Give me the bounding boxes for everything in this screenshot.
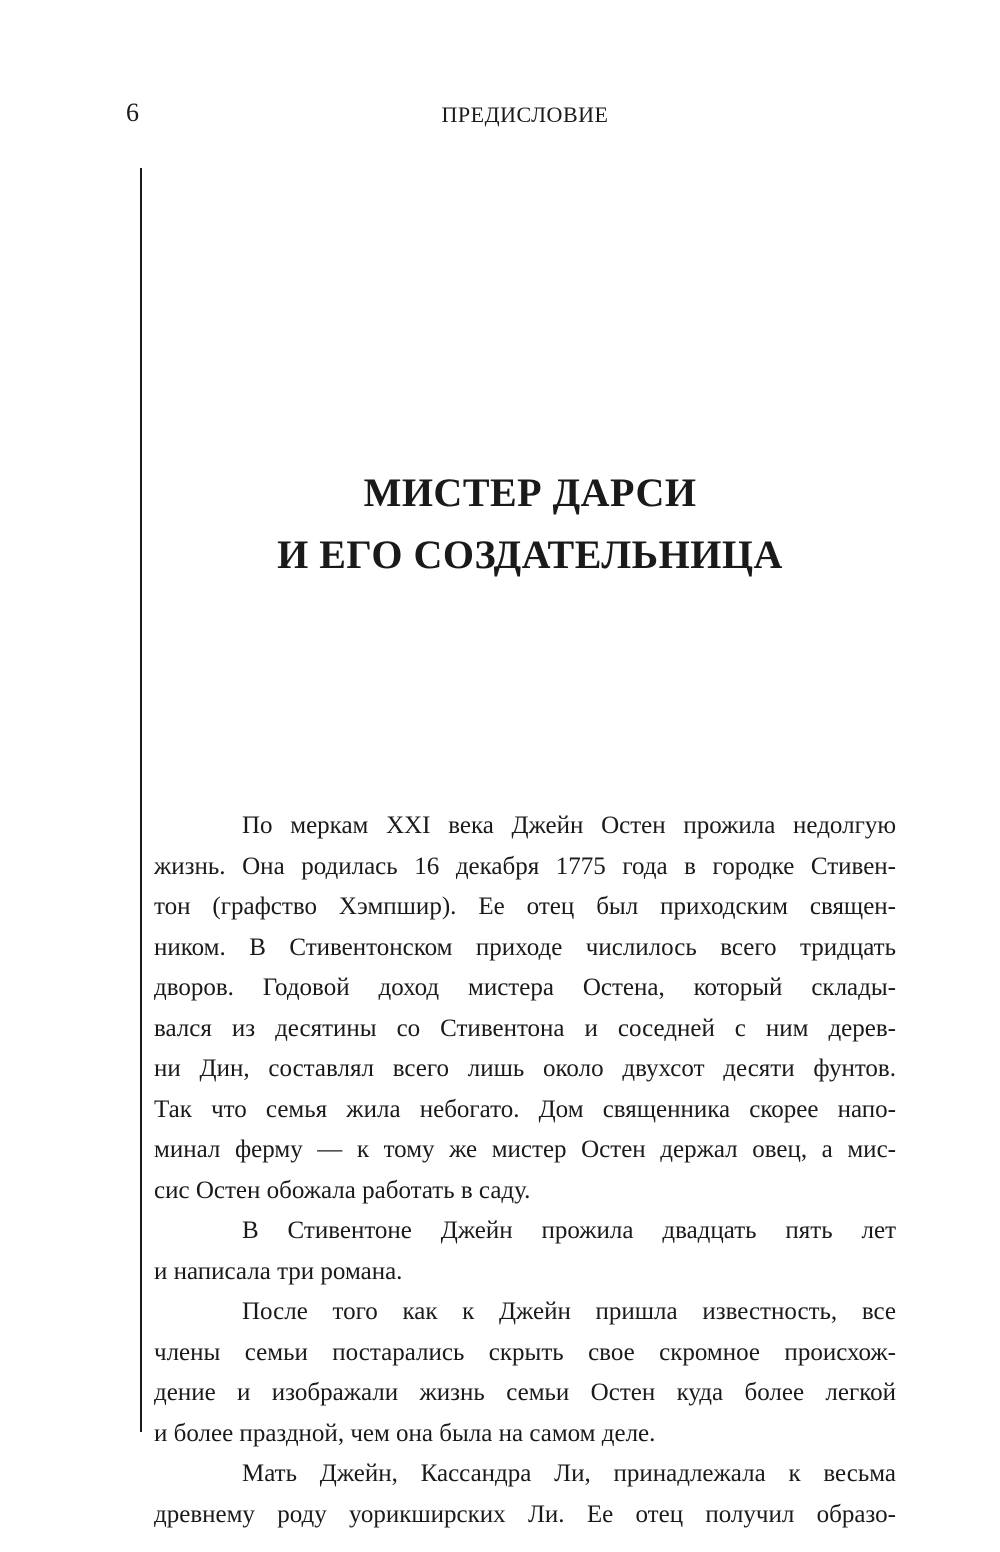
paragraph-line: По меркам XXI века Джейн Остен прожила недолгую <box>242 812 896 839</box>
paragraph-line: дворов. Годовой доход мистера Остена, который склады- <box>154 974 896 1001</box>
paragraph-line: и более праздной, чем она была на самом деле. <box>154 1419 656 1447</box>
paragraph-line: тон (графство Хэмпшир). Ее отец был приходским священ- <box>154 893 896 920</box>
paragraph-line: минал ферму — к тому же мистер Остен держал овец, а мис- <box>154 1136 896 1163</box>
paragraph-line: дение и изображали жизнь семьи Остен куда более легкой <box>154 1379 896 1406</box>
margin-rule <box>140 168 142 1432</box>
body-text <box>154 806 896 1535</box>
chapter-title-line: МИСТЕР ДАРСИ <box>363 470 697 515</box>
chapter-title-line: И ЕГО СОЗДАТЕЛЬНИЦА <box>277 532 783 577</box>
paragraph-line: В Стивентоне Джейн прожила двадцать пять лет <box>242 1217 896 1244</box>
chapter-title <box>160 462 900 586</box>
page-number: 6 <box>126 98 139 127</box>
paragraph-line: Так что семья жила небогато. Дом священника скорее напо- <box>154 1095 896 1123</box>
paragraph-line: вался из десятины со Стивентона и соседней с ним дерев- <box>154 1014 896 1042</box>
paragraph-line: жизнь. Она родилась 16 декабря 1775 года в городке Стивен- <box>154 852 896 880</box>
running-head: ПРЕДИСЛОВИЕ <box>441 102 609 127</box>
paragraph-line: ником. В Стивентонском приходе числилось всего тридцать <box>154 933 896 961</box>
paragraph-line: и написала три романа. <box>154 1257 403 1285</box>
paragraph-line: сис Остен обожала работать в саду. <box>154 1176 531 1204</box>
paragraph-line: древнему роду уорикширских Ли. Ее отец получил образо- <box>154 1500 896 1528</box>
paragraph-line: члены семьи постарались скрыть свое скромное происхож- <box>154 1338 896 1366</box>
paragraph-line: Мать Джейн, Кассандра Ли, принадлежала к весьма <box>242 1460 896 1487</box>
paragraph-line: После того как к Джейн пришла известность, все <box>242 1298 896 1325</box>
paragraph-line: ни Дин, составлял всего лишь около двухсот десяти фунтов. <box>154 1055 896 1082</box>
